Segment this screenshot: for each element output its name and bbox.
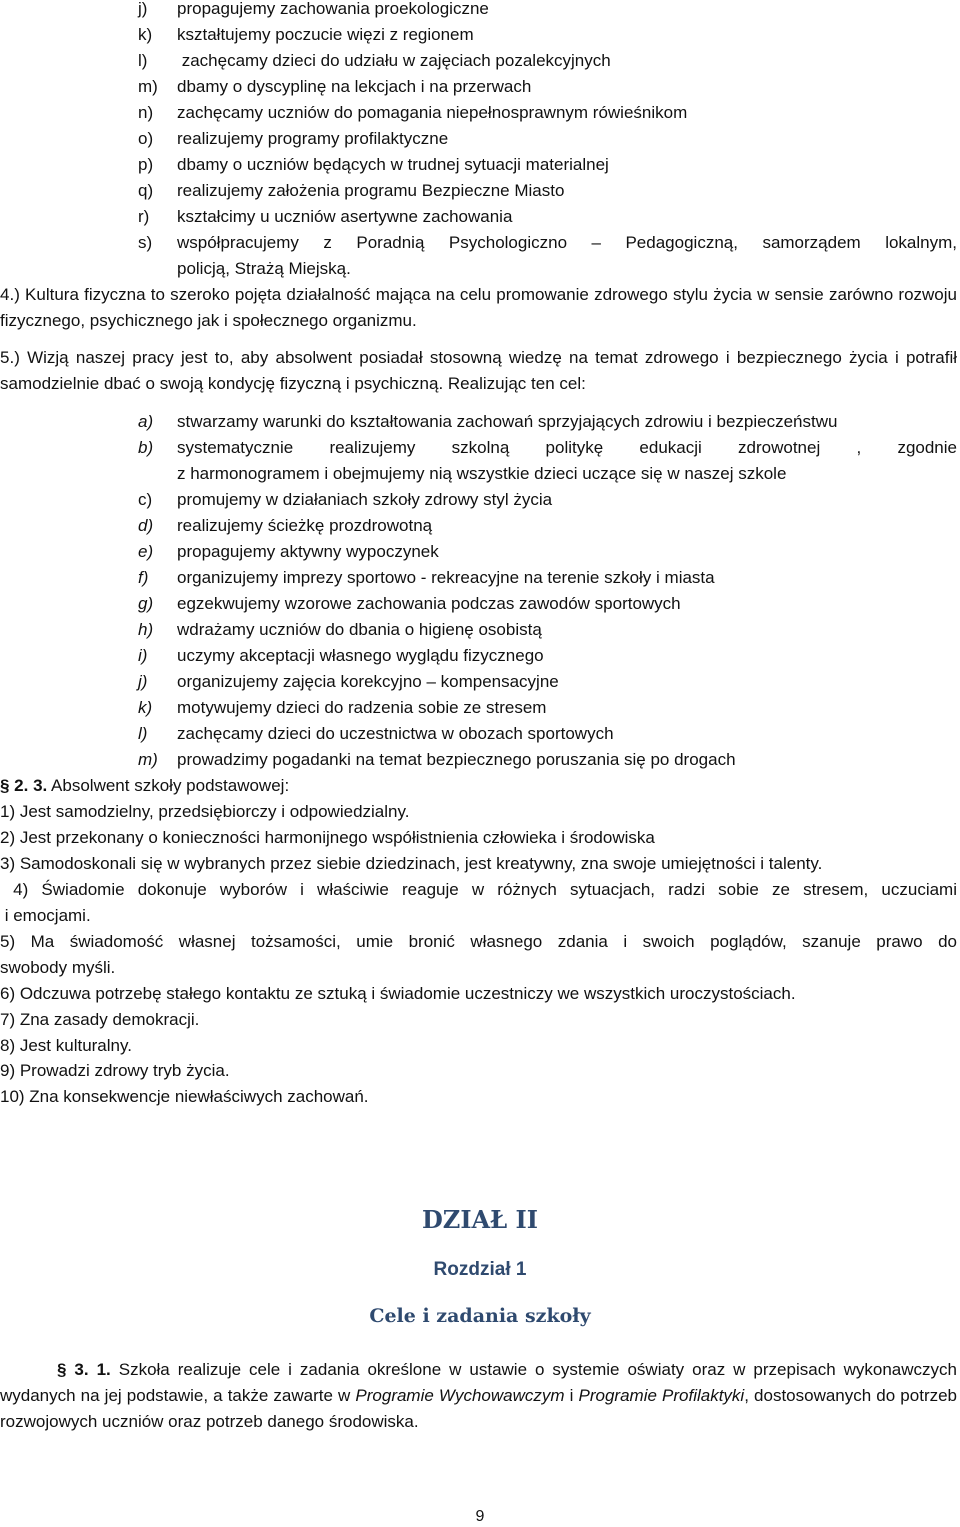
list-item	[0, 695, 960, 721]
list-text: systematycznie realizujemy szkolną politykę edukacji zdrowotnej , zgodnie	[177, 438, 957, 457]
list-item	[0, 591, 960, 617]
list-text: kształcimy u uczniów asertywne zachowania	[177, 207, 513, 226]
list-text: realizujemy ścieżkę prozdrowotną	[177, 516, 433, 535]
list-marker: g)	[138, 594, 154, 613]
absolvent-item-continuation: i emocjami.	[0, 906, 91, 925]
list-marker: m)	[138, 77, 158, 96]
list-item	[0, 721, 960, 747]
list-marker: q)	[138, 181, 154, 200]
list-item	[0, 48, 960, 74]
list-marker: e)	[138, 542, 154, 561]
list-text: organizujemy imprezy sportowo - rekreacyjne na terenie szkoły i miasta	[177, 568, 715, 587]
list-marker: f)	[138, 568, 149, 587]
absolvent-item: 6) Odczuwa potrzebę stałego kontaktu ze sztuką i świadomie uczestniczy we wszystkich uroczystościach.	[0, 984, 796, 1003]
paragraph-text: ) Wizją naszej pracy jest to, aby absolwent posiadał stosowną wiedzę na temat zdrowego i bezpiecznego życia i potrafił samodzielnie dbać o swoją kondycję fizyczną i psychiczną. Realizując ten cel:	[0, 348, 957, 393]
absolvent-item: 3) Samodoskonali się w wybranych przez siebie dziedzinach, jest kreatywny, zna swoje umiejętności i talenty.	[0, 854, 823, 873]
program-name: Programie Profilaktyki	[578, 1386, 745, 1405]
paragraph-number: 5.	[0, 348, 15, 367]
list-text: dbamy o dyscyplinę na lekcjach i na przerwach	[177, 77, 532, 96]
list-item	[0, 100, 960, 126]
chapter-title: Cele i zadania szkoły	[369, 1305, 591, 1327]
list-item	[0, 74, 960, 100]
paragraph-text: ) Kultura fizyczna to szeroko pojęta działalność mająca na celu promowanie zdrowego stylu życia w sensie zarówno rozwoju fizycznego, psychicznego jak i społecznego organizmu.	[0, 285, 957, 330]
paragraph-number: 4.	[0, 285, 15, 304]
list-item	[0, 409, 960, 435]
division-heading: DZIAŁ II	[421, 1205, 539, 1234]
list-item	[0, 0, 960, 22]
list-text: propagujemy aktywny wypoczynek	[177, 542, 439, 561]
list-item	[0, 565, 960, 591]
list-text: zachęcamy dzieci do uczestnictwa w obozach sportowych	[177, 724, 614, 743]
section-sign: § 2. 3.	[0, 776, 48, 795]
list-marker: m)	[138, 750, 158, 769]
list-item	[0, 204, 960, 230]
list-marker: h)	[138, 620, 154, 639]
list-text: wdrażamy uczniów do dbania o higienę osobistą	[177, 620, 542, 639]
list-marker: l)	[138, 51, 148, 70]
list-text: realizujemy programy profilaktyczne	[177, 129, 449, 148]
section-3-paragraph	[0, 1357, 957, 1435]
list-text: realizujemy założenia programu Bezpieczne Miasto	[177, 181, 565, 200]
list-text: propagujemy zachowania proekologiczne	[177, 0, 489, 18]
absolvent-item: 8) Jest kulturalny.	[0, 1036, 132, 1055]
paragraph-4	[0, 282, 957, 334]
section-heading	[0, 773, 289, 799]
list-item	[0, 487, 960, 513]
list-marker: n)	[138, 103, 154, 122]
list-marker: s)	[138, 233, 153, 252]
list-text: dbamy o uczniów będących w trudnej sytuacji materialnej	[177, 155, 609, 174]
page-number: 9	[475, 1508, 485, 1525]
list-text: motywujemy dzieci do radzenia sobie ze stresem	[177, 698, 547, 717]
list-item	[0, 747, 960, 773]
list-item	[0, 22, 960, 48]
list-marker: i)	[138, 646, 148, 665]
list-marker: j)	[138, 672, 148, 691]
list-item	[0, 126, 960, 152]
paragraph-text: , dostosowanych do potrzeb rozwojowych uczniów oraz potrzeb danego środowiska.	[0, 1386, 958, 1431]
list-text: zachęcamy uczniów do pomagania niepełnosprawnym rówieśnikom	[177, 103, 688, 122]
list-item	[0, 643, 960, 669]
list-marker: o)	[138, 129, 154, 148]
section-sign: § 3. 1.	[57, 1360, 111, 1379]
list-marker: k)	[138, 25, 153, 44]
list-item	[0, 669, 960, 695]
list-marker: d)	[138, 516, 154, 535]
list-marker: b)	[138, 438, 154, 457]
list-text: promujemy w działaniach szkoły zdrowy styl życia	[177, 490, 553, 509]
list-marker: p)	[138, 155, 154, 174]
list-text: kształtujemy poczucie więzi z regionem	[177, 25, 474, 44]
list-text: zachęcamy dzieci do udziału w zajęciach pozalekcyjnych	[177, 51, 611, 70]
list-text-continuation: policją, Strażą Miejską.	[177, 259, 351, 278]
absolvent-item: 9) Prowadzi zdrowy tryb życia.	[0, 1061, 230, 1080]
list-marker: r)	[138, 207, 150, 226]
absolvent-item: 1) Jest samodzielny, przedsiębiorczy i odpowiedzialny.	[0, 802, 410, 821]
list-marker: j)	[138, 0, 148, 18]
list-item	[0, 539, 960, 565]
paragraph-5	[0, 345, 957, 397]
list-marker: c)	[138, 490, 153, 509]
list-text: uczymy akceptacji własnego wyglądu fizycznego	[177, 646, 544, 665]
absolvent-item-continuation: swobody myśli.	[0, 958, 116, 977]
list-text: stwarzamy warunki do kształtowania zachowań sprzyjających zdrowiu i bezpieczeństwu	[177, 412, 838, 431]
list-text-continuation: z harmonogramem i obejmujemy nią wszystkie dzieci uczące się w naszej szkole	[177, 464, 787, 483]
absolvent-item: 2) Jest przekonany o konieczności harmonijnego współistnienia człowieka i środowiska	[0, 828, 655, 847]
list-marker: a)	[138, 412, 154, 431]
list-marker: l)	[138, 724, 148, 743]
list-text: prowadzimy pogadanki na temat bezpiecznego poruszania się po drogach	[177, 750, 736, 769]
list-text: organizujemy zajęcia korekcyjno – kompensacyjne	[177, 672, 559, 691]
chapter-heading: Rozdział 1	[433, 1259, 527, 1280]
list-marker: k)	[138, 698, 153, 717]
absolvent-item: 7) Zna zasady demokracji.	[0, 1010, 200, 1029]
list-text: współpracujemy z Poradnią Psychologiczno – Pedagogiczną, samorządem lokalnym,	[177, 233, 957, 252]
absolvent-item: 4) Świadomie dokonuje wyborów i właściwie reaguje w różnych sytuacjach, radzi sobie ze stresem, uczuciami	[0, 880, 957, 899]
list-item	[0, 617, 960, 643]
program-name: Programie Wychowawczym	[355, 1386, 565, 1405]
paragraph-text: Szkoła realizuje cele i zadania określone w ustawie o systemie oświaty oraz w przepisach wykonawczych wydanych na jej podstawie, a także zawarte w	[0, 1360, 957, 1405]
section-text: Absolwent szkoły podstawowej:	[47, 776, 290, 795]
list-item	[0, 513, 960, 539]
list-item	[0, 178, 960, 204]
paragraph-text: i	[564, 1386, 579, 1405]
absolvent-item: 5) Ma świadomość własnej tożsamości, umie bronić własnego zdania i swoich poglądów, szanuje prawo do	[0, 932, 957, 951]
list-text: egzekwujemy wzorowe zachowania podczas zawodów sportowych	[177, 594, 681, 613]
list-item	[0, 152, 960, 178]
absolvent-item: 10) Zna konsekwencje niewłaściwych zachowań.	[0, 1087, 369, 1106]
